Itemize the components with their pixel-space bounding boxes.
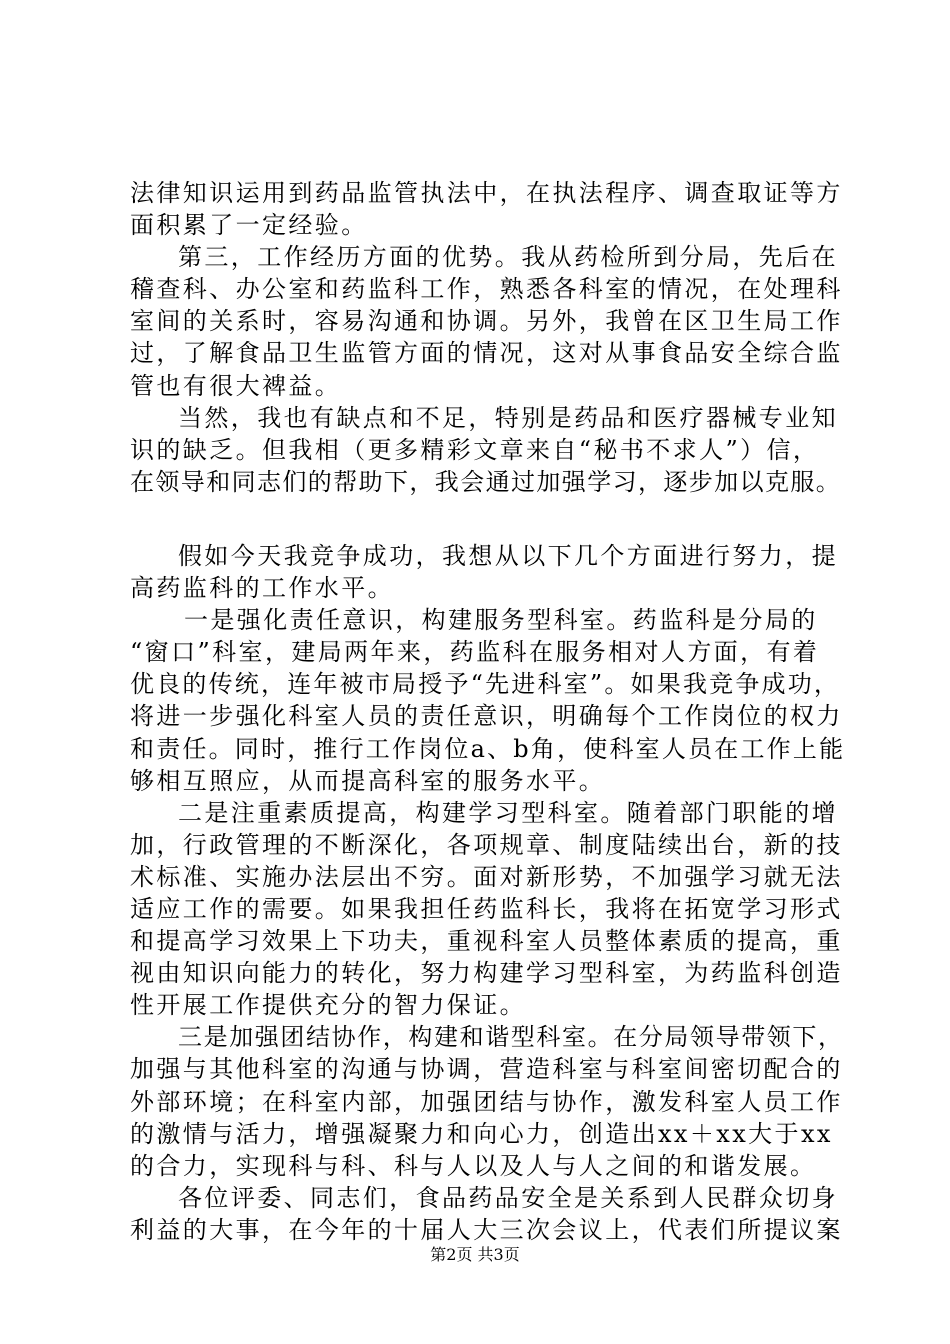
paragraph-start: 一是强化责任意识，构建服务型科室。药监科是分局的	[184, 606, 818, 635]
paragraph-start: 二是注重素质提高，构建学习型科室。随着部门职能的增	[178, 798, 838, 827]
text-line: 利益的大事，在今年的十届人大三次会议上，代表们所提议案	[130, 1215, 843, 1244]
text-line: 视由知识向能力的转化，努力构建学习型科室，为药监科创造	[130, 959, 843, 988]
text-line: 适应工作的需要。如果我担任药监科长，我将在拓宽学习形式	[130, 894, 843, 923]
text-line: 够相互照应，从而提高科室的服务水平。	[130, 766, 606, 795]
document-body	[130, 177, 845, 1246]
text-line: 稽查科、办公室和药监科工作，熟悉各科室的情况，在处理科	[130, 275, 843, 304]
text-line: 将进一步强化科室人员的责任意识，明确每个工作岗位的权力	[130, 702, 843, 731]
text-line: 过，了解食品卫生监管方面的情况，这对从事食品安全综合监	[130, 339, 843, 368]
text-line: 和提高学习效果上下功夫，重视科室人员整体素质的提高，重	[130, 927, 843, 956]
text-line: 术标准、实施办法层出不穷。面对新形势，不加强学习就无法	[130, 862, 843, 891]
text-line: 室间的关系时，容易沟通和协调。另外，我曾在区卫生局工作	[130, 307, 843, 336]
text-line: 优良的传统，连年被市局授予“先进科室”。如果我竞争成功，	[130, 670, 841, 699]
paragraph-start: 当然，我也有缺点和不足，特别是药品和医疗器械专业知	[178, 403, 838, 432]
paragraph-start: 三是加强团结协作，构建和谐型科室。在分局领导带领下，	[178, 1023, 844, 1052]
text-line: 面积累了一定经验。	[130, 211, 368, 240]
text-line: 加，行政管理的不断深化，各项规章、制度陆续出台，新的技	[130, 830, 843, 859]
text-line: “窗口”科室，建局两年来，药监科在服务相对人方面，有着	[130, 638, 820, 667]
page-footer	[0, 1244, 950, 1266]
text-line: 性开展工作提供充分的智力保证。	[130, 991, 526, 1020]
text-line: 管也有很大裨益。	[130, 371, 342, 400]
text-line: 加强与其他科室的沟通与协调，营造科室与科室间密切配合的	[130, 1055, 843, 1084]
page-number: 第2页 共3页	[430, 1245, 520, 1264]
text-line: 高药监科的工作水平。	[130, 574, 394, 603]
paragraph-start: 假如今天我竞争成功，我想从以下几个方面进行努力，提	[178, 541, 838, 570]
text-line: 的激情与活力，增强凝聚力和向心力，创造出xx＋xx大于xx	[130, 1119, 833, 1148]
text-line: 的合力，实现科与科、科与人以及人与人之间的和谐发展。	[130, 1151, 817, 1180]
text-line: 外部环境；在科室内部，加强团结与协作，激发科室人员工作	[130, 1087, 843, 1116]
paragraph-start: 第三，工作经历方面的优势。我从药检所到分局，先后在	[178, 243, 838, 272]
paragraph-gap	[130, 498, 845, 540]
text-line: 在领导和同志们的帮助下，我会通过加强学习，逐步加以克服。	[130, 467, 842, 496]
text-line: 识的缺乏。但我相（更多精彩文章来自“秘书不求人”）信，	[130, 435, 820, 464]
paragraph-start: 各位评委、同志们，食品药品安全是关系到人民群众切身	[178, 1183, 838, 1212]
text-line: 法律知识运用到药品监管执法中，在执法程序、调查取证等方	[130, 179, 843, 207]
text-line: 和责任。同时，推行工作岗位a、b角，使科室人员在工作上能	[130, 734, 846, 763]
